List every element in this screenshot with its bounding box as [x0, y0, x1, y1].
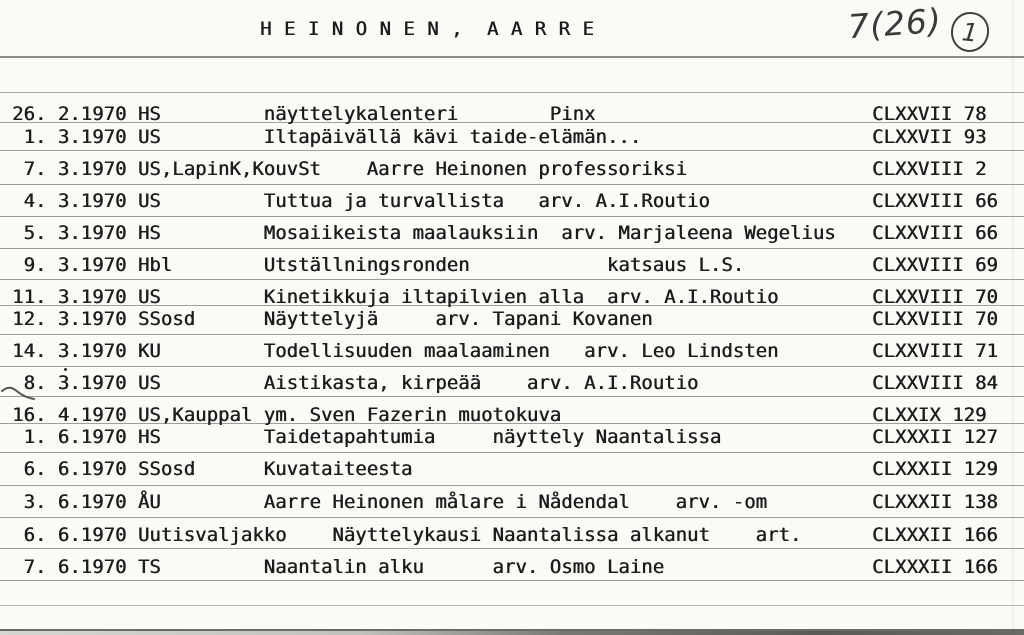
ruled-line — [0, 396, 1024, 397]
entry-text: 11. 3.1970 US Kinetikkuja iltapilvien alla arv. A.I.Routio — [12, 286, 779, 308]
reference-text: CLXXVII 78 — [872, 103, 987, 125]
reference-text: CLXXVIII 66 — [872, 222, 998, 244]
table-row — [0, 342, 1024, 362]
table-row — [0, 160, 1024, 180]
entry-text: 1. 3.1970 US Iltapäivällä kävi taide-elämän... — [12, 126, 642, 148]
ruled-line — [0, 580, 1024, 581]
table-row — [0, 558, 1024, 578]
entry-text: 26. 2.1970 HS näyttelykalenteri Pinx — [12, 103, 596, 125]
table-row — [0, 526, 1024, 546]
table-row — [0, 128, 1024, 148]
scan-crease-artifact — [1012, 0, 1014, 635]
entry-text: 7. 3.1970 US,LapinK,KouvSt Aarre Heinonen professoriksi — [12, 158, 687, 180]
reference-text: CLXXXII 127 — [872, 426, 998, 448]
entry-text: 3. 6.1970 ÅU Aarre Heinonen målare i Nådendal arv. -om — [12, 491, 767, 513]
scan-edge-artifact — [0, 631, 1024, 635]
page-title: H E I N O N E N , A A R R E — [260, 18, 595, 40]
table-row — [0, 428, 1024, 448]
entry-text: 16. 4.1970 US,Kauppal ym. Sven Fazerin muotokuva — [12, 404, 562, 426]
ruled-line — [0, 517, 1024, 518]
reference-text: CLXXVIII 69 — [872, 254, 998, 276]
table-row — [0, 105, 1024, 125]
reference-text: CLXXXII 138 — [872, 491, 998, 513]
entry-text: 9. 3.1970 Hbl Utställningsronden katsaus L.S. — [12, 254, 745, 276]
entry-text: 12. 3.1970 SSosd Näyttelyjä arv. Tapani Kovanen — [12, 308, 653, 330]
ruled-line — [0, 56, 1024, 58]
ruled-line — [0, 279, 1024, 280]
entry-text: 4. 3.1970 US Tuttua ja turvallista arv. A.I.Routio — [12, 190, 710, 212]
ruled-line — [0, 366, 1024, 367]
entry-text: 7. 6.1970 TS Naantalin alku arv. Osmo Laine — [12, 556, 665, 578]
table-row — [0, 310, 1024, 330]
reference-text: CLXXVII 93 — [872, 126, 987, 148]
reference-text: CLXXVIII 70 — [872, 286, 998, 308]
table-row — [0, 460, 1024, 480]
ruled-line — [0, 150, 1024, 151]
reference-text: CLXXVIII 71 — [872, 340, 998, 362]
table-row — [0, 493, 1024, 513]
ruled-line — [0, 605, 1024, 606]
ruled-line — [0, 452, 1024, 453]
ruled-line — [0, 92, 1024, 93]
entry-text: 1. 6.1970 HS Taidetapahtumia näyttely Naantalissa — [12, 426, 722, 448]
ruled-line — [0, 184, 1024, 185]
ruled-line — [0, 485, 1024, 486]
stray-dot-artifact — [64, 368, 67, 371]
entry-text: 6. 6.1970 SSosd Kuvataiteesta — [12, 458, 413, 480]
entry-text: 5. 3.1970 HS Mosaiikeista maalauksiin arv. Marjaleena Wegelius — [12, 222, 836, 244]
reference-text: CLXXXII 166 — [872, 556, 998, 578]
table-row — [0, 192, 1024, 212]
table-row — [0, 256, 1024, 276]
handwritten-circled-number: 1 — [949, 10, 991, 54]
reference-text: CLXXXII 129 — [872, 458, 998, 480]
entry-text: 8. 3.1970 US Aistikasta, kirpeää arv. A.I.Routio — [12, 372, 699, 394]
ruled-line — [0, 216, 1024, 217]
table-row — [0, 374, 1024, 394]
reference-text: CLXXVIII 2 — [872, 158, 987, 180]
reference-text: CLXXIX 129 — [872, 404, 987, 426]
ruled-line — [0, 334, 1024, 335]
table-row — [0, 406, 1024, 426]
handwritten-annotation: 7(26) — [846, 0, 943, 47]
entry-text: 14. 3.1970 KU Todellisuuden maalaaminen arv. Leo Lindsten — [12, 340, 779, 362]
reference-text: CLXXVIII 84 — [872, 372, 998, 394]
ruled-line — [0, 548, 1024, 549]
reference-text: CLXXXII 166 — [872, 524, 998, 546]
table-row — [0, 288, 1024, 308]
reference-text: CLXXVIII 66 — [872, 190, 998, 212]
ruled-line — [0, 248, 1024, 249]
entry-text: 6. 6.1970 Uutisvaljakko Näyttelykausi Naantalissa alkanut art. — [12, 524, 802, 546]
table-row — [0, 224, 1024, 244]
reference-text: CLXXVIII 70 — [872, 308, 998, 330]
